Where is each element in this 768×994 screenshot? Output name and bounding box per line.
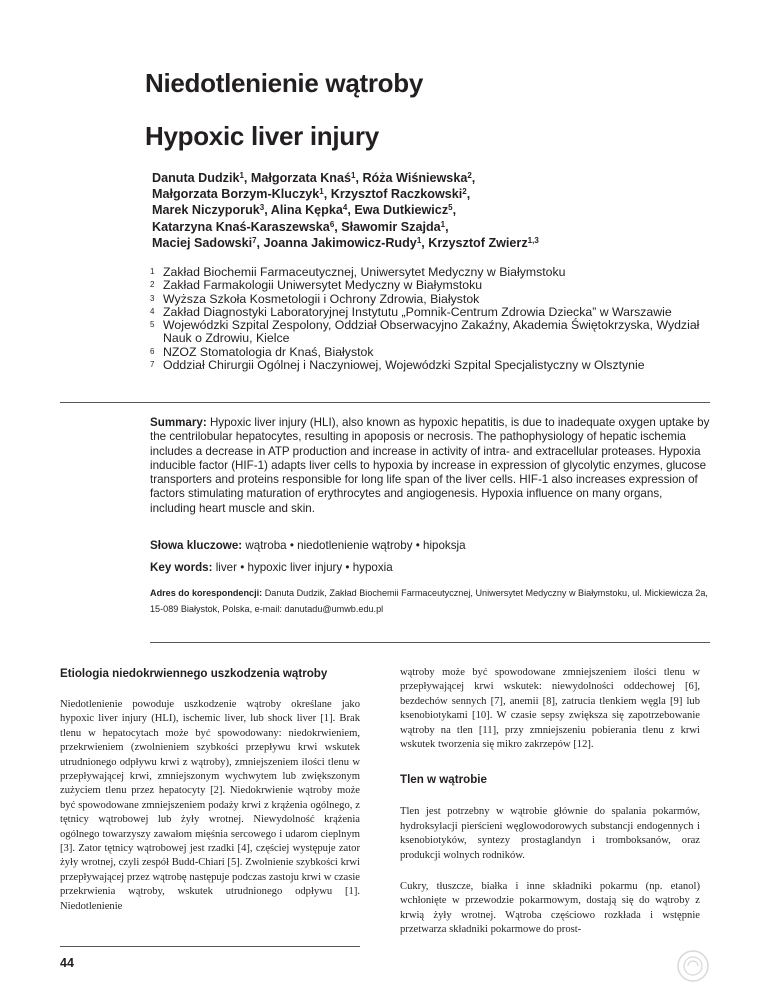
affiliation-number: 5 xyxy=(150,320,155,330)
correspondence xyxy=(150,585,710,617)
author-line: Katarzyna Knaś-Karaszewska$^6$, Sławomir Szajda$^1$, xyxy=(152,219,449,234)
section-heading-etiology: Etiologia niedokrwiennego uszkodzenia wątroby xyxy=(60,667,328,680)
left-column xyxy=(60,666,360,914)
author-name: Joanna Jakimowicz-Rudy xyxy=(263,235,417,250)
affiliation-text: Zakład Diagnostyki Laboratoryjnej Instytutu „Pomnik-Centrum Zdrowia Dziecka” w Warszawie xyxy=(163,304,672,319)
right-column xyxy=(400,666,700,938)
paragraph-etiology: Niedotlenienie powoduje uszkodzenie wątroby określane jako hypoxic liver injury (HLI), ischemic liver, lub shock liver [1]. Brak tlenu w hepatocytach może być spowodowany: niedokrwieniem, przekrwieniem (zwolnieniem szybkości przepływu krwi wskutek utrudnionego odpływu krwi z wątroby), zmniejszeniem ilości tlenu w przepływającej krwi, zmniejszonym wychwytem lub zwiększonym zużyciem tlenu przez hepatocyty [2]. Niedokrwienie wątroby może być spowodowane zmniejszeniem podaży krwi z krążenia ogólnego, z tętnicy wątrobowej lub żyły wrotnej. Niewydolność krążenia ogólnego towarzyszy zawałom mięśnia sercowego i udarom cieplnym [3]. Zator tętnicy wątrobowej jest rzadki [4], częściej występuje zator żyły wrotnej, czyli zespół Budd-Chiari [5]. Zwolnienie szybkości krwi przepływającej przez wątrobę następuje podczas zastoju krwi w czasie przekrwienia wątroby, wskutek utrudnionego odpływu [1]. Niedotlenienie xyxy=(60,699,360,912)
title-english: Hypoxic liver injury xyxy=(145,121,379,151)
affiliation-number: 2 xyxy=(150,280,155,290)
author-name: Małgorzata Borzym-Kluczyk xyxy=(152,187,320,202)
author-affiliation-ref: 2 xyxy=(467,171,472,180)
keywords-polish-label: Słowa kluczowe: xyxy=(150,539,243,552)
author-name: Alina Kępka xyxy=(270,203,343,218)
affiliation-item xyxy=(150,266,710,279)
author-affiliation-ref: 1 xyxy=(416,235,422,245)
paragraph-hypoxia-causes: wątroby może być spowodowane zmniejszeniem ilości tlenu w przepływającej krwi wskutek: niewydolności oddechowej [6], bezdechów sennych [7], anemii [8], zatrucia tlenkiem węgla [9] lub ksenobiotykami [10]. W czasie sepsy zwiększa się zapotrzebowanie wątroby na tlen [11], przy zmniejszeniu pobierania tlenu z krwi wskutek tworzenia się mikro zakrzepów [12]. xyxy=(400,667,700,751)
page-number: 44 xyxy=(60,956,74,970)
affiliation-text: Wojewódzki Szpital Zespolony, Oddział Obserwacyjno Zakaźny, Akademia Świętokrzyska, Wydział Nauk o Zdrowiu, Kielce xyxy=(163,318,700,346)
divider-top xyxy=(60,402,710,403)
author-name: Krzysztof Raczkowski xyxy=(330,187,463,202)
author-name: Róża Wiśniewska xyxy=(362,171,468,185)
affiliation-number: 3 xyxy=(150,293,155,303)
affiliation-item xyxy=(150,319,710,346)
affiliation-text: Wyższa Szkoła Kosmetologii i Ochrony Zdrowia, Białystok xyxy=(163,291,480,306)
author-line: Małgorzata Borzym-Kluczyk$^1$, Krzysztof Raczkowski$^2$, xyxy=(152,187,471,202)
author-name: Danuta Dudzik xyxy=(152,171,240,185)
keywords-polish-text: wątroba • niedotlenienie wątroby • hipoksja xyxy=(245,539,466,552)
summary-text: Hypoxic liver injury (HLI), also known as hypoxic hepatitis, is due to inadequate oxygen uptake by the centrilobular hepatocytes, resulting in apoposis or necrosis. The pathophysiology of hepatic ischemia includes a decrease in ATP production and increase in activity of intra- and extracellular proteases. Hypoxia inducible factor (HIF-1) adapts liver cells to hypoxia by increase in expression of glycolytic enzymes, glucose transporters and proteins responsible for long life span of the liver cells. HIF-1 also increases expression of factors stimulating maturation of erythrocytes and angiogenesis. Hypoxia influence on many organs, including heart muscle and skin. xyxy=(150,416,710,515)
keywords-english xyxy=(150,561,393,574)
author-name: Sławomir Szajda xyxy=(341,219,441,234)
summary-label: Summary: xyxy=(150,416,207,429)
publisher-logo-icon xyxy=(675,948,711,984)
affiliation-item xyxy=(150,293,710,306)
author-name: Małgorzata Knaś xyxy=(250,171,351,185)
author-name: Krzysztof Zwierz xyxy=(428,235,528,250)
affiliation-text: NZOZ Stomatologia dr Knaś, Białystok xyxy=(163,344,374,359)
author-affiliation-ref: 5 xyxy=(448,203,453,213)
section-heading-oxygen: Tlen w wątrobie xyxy=(400,773,487,787)
correspondence-label: Adres do korespondencji: xyxy=(150,588,263,598)
title-polish: Niedotlenienie wątroby xyxy=(145,68,424,98)
author-affiliation-ref: 6 xyxy=(329,219,335,229)
affiliation-list xyxy=(150,266,710,372)
author-name: Ewa Dutkiewicz xyxy=(354,203,449,218)
affiliation-item xyxy=(150,279,710,292)
keywords-english-text: liver • hypoxic liver injury • hypoxia xyxy=(215,561,393,574)
author-affiliation-ref: 1 xyxy=(440,219,446,229)
paragraph-oxygen-need: Tlen jest potrzebny w wątrobie głównie do spalania pokarmów, hydroksylacji pierścieni węglowodorowych substancji endogennych i ksenobiotyków, syntezy prostaglandyn i tromboksanów, oraz produkcji wolnych rodników. xyxy=(400,806,700,861)
author-affiliation-ref: 4 xyxy=(342,203,348,213)
footer-rule xyxy=(60,946,360,947)
keywords-polish xyxy=(150,539,466,552)
author-affiliation-ref: 2 xyxy=(462,187,467,197)
affiliation-number: 6 xyxy=(150,346,155,356)
author-line: Marek Niczyporuk$^3$, Alina Kępka$^4$, Ewa Dutkiewicz$^5$, xyxy=(152,203,457,218)
author-name: Maciej Sadowski xyxy=(152,235,253,250)
author-affiliation-ref: 1 xyxy=(351,171,356,180)
author-line: Danuta Dudzik$^1$, Małgorzata Knaś$^1$, Róża Wiśniewska$^2$, xyxy=(152,171,476,185)
author-name: Katarzyna Knaś-Karaszewska xyxy=(152,219,330,234)
summary xyxy=(150,416,710,516)
correspondence-text: Danuta Dudzik, Zakład Biochemii Farmaceutycznej, Uniwersytet Medyczny w Białymstoku, ul. Mickiewicza 2a, 15-089 Białystok, Polska, e-mail: danutadu@umwb.edu.pl xyxy=(150,588,708,614)
author-line: Maciej Sadowski$^7$, Joanna Jakimowicz-Rudy$^1$, Krzysztof Zwierz$^{1,3}$ xyxy=(152,235,539,250)
affiliation-number: 4 xyxy=(150,306,155,316)
author-affiliation-ref: 7 xyxy=(252,235,257,245)
author-affiliation-ref: 1,3 xyxy=(527,235,539,245)
affiliation-number: 1 xyxy=(150,267,155,276)
author-name: Marek Niczyporuk xyxy=(152,203,260,218)
keywords-english-label: Key words: xyxy=(150,561,213,574)
affiliation-item xyxy=(150,346,710,359)
affiliation-number: 7 xyxy=(150,360,155,370)
divider-bottom xyxy=(150,642,710,643)
author-affiliation-ref: 1 xyxy=(319,187,324,197)
author-affiliation-ref: 3 xyxy=(259,203,265,213)
affiliation-text: Oddział Chirurgii Ogólnej i Naczyniowej, Wojewódzki Szpital Specjalistyczny w Olsztynie xyxy=(163,358,645,373)
affiliation-item xyxy=(150,359,710,372)
paragraph-nutrients: Cukry, tłuszcze, białka i inne składniki pokarmu (np. etanol) wchłonięte w przewodzie pokarmowym, dostają się do wątroby z krwią żyły wrotnej. Wątroba częściowo rozkłada i wstępnie przetwarza składniki pokarmowe do prost- xyxy=(400,881,700,936)
affiliation-text: Zakład Biochemii Farmaceutycznej, Uniwersytet Medyczny w Białymstoku xyxy=(163,265,566,279)
author-affiliation-ref: 1 xyxy=(239,171,244,180)
author-list xyxy=(152,170,732,251)
affiliation-text: Zakład Farmakologii Uniwersytet Medyczny w Białymstoku xyxy=(163,278,483,293)
